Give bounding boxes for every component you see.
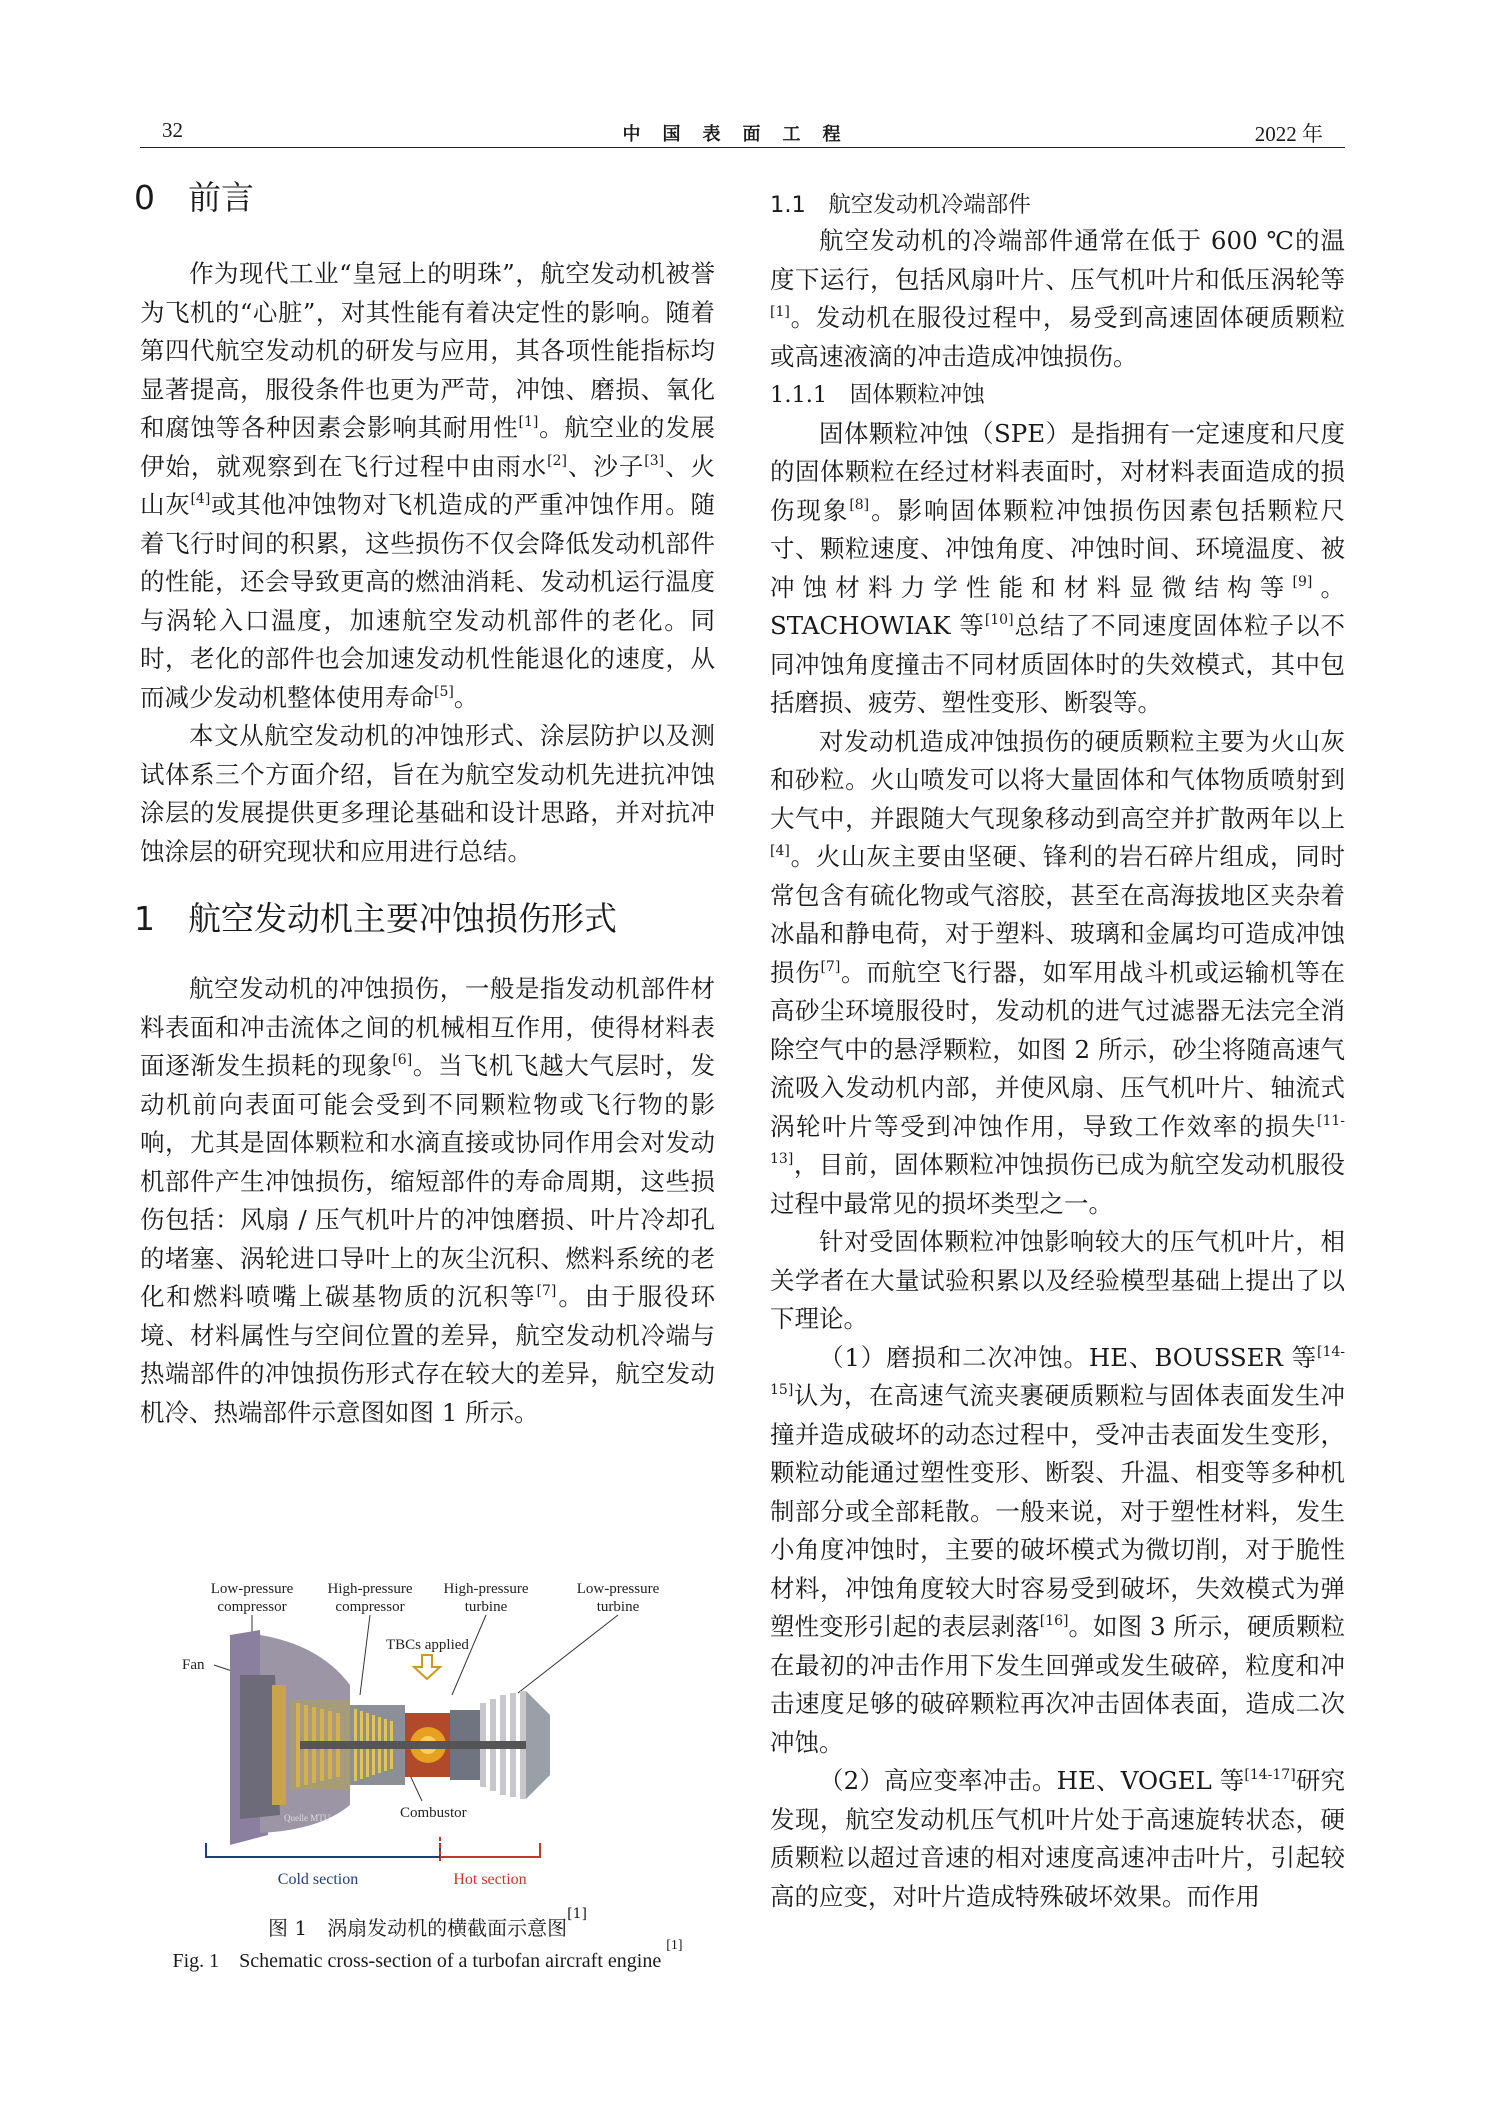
paragraph-theories-intro: 针对受固体颗粒冲蚀影响较大的压气机叶片，相关学者在大量试验积累以及经验模型基础上提出了以下理论。 bbox=[770, 1227, 1345, 1333]
paragraph-spe-definition bbox=[770, 415, 1345, 723]
text-run: 。发动机在服役过程中，易受到高速固体硬质颗粒或高速液滴的冲击造成冲蚀损伤。 bbox=[770, 303, 1345, 371]
label-hot-section: Hot section bbox=[453, 1871, 527, 1888]
text-run: 总结了不同速度固体粒子以不同冲蚀角度撞击不同材质固体时的失效模式，其中包括磨损、疲劳、塑性变形、断裂等。 bbox=[770, 611, 1345, 717]
journal-name: 中国表面工程 bbox=[622, 124, 863, 145]
citation-ref: [7] bbox=[820, 958, 841, 975]
text-run: 固体颗粒冲蚀（SPE）是指拥有一定速度和尺度的固体颗粒在经过材料表面时，对材料表面造成的损伤现象 bbox=[770, 418, 1345, 525]
section-0-heading: 0 前言 bbox=[134, 178, 254, 217]
label-lpt-2: turbine bbox=[596, 1599, 640, 1615]
text-run: 、火山灰 bbox=[140, 451, 716, 519]
citation-ref: [8] bbox=[849, 496, 870, 513]
text-run: 。当飞机飞越大气层时，发动机前向表面可能会受到不同颗粒物或飞行物的影响，尤其是固体颗粒和水滴直接或协同作用会对发动机部件产生冲蚀损伤，缩短部件的寿命周期，这些损伤包括：风扇 / 压气机叶片的冲蚀磨损、叶片冷却孔的堵塞、涡轮进口导叶上的灰尘沉积、燃料系统的老化和燃料喷嘴上碳基物质的沉积等 bbox=[140, 1051, 715, 1311]
label-lpc-1: Low-pressure bbox=[210, 1581, 294, 1597]
text-run: 。STACHOWIAK 等 bbox=[770, 572, 1345, 640]
left-column bbox=[134, 160, 716, 1432]
section-1-1-1-heading: 1.1.1 固体颗粒冲蚀 bbox=[770, 382, 985, 408]
citation-ref: [1] bbox=[770, 304, 790, 320]
text-run: ，目前，固体颗粒冲蚀损伤已成为航空发动机服役过程中最常见的损坏类型之一。 bbox=[770, 1150, 1345, 1218]
citation-ref: [10] bbox=[984, 612, 1014, 628]
text-run: （1）磨损和二次冲蚀。HE、BOUSSER 等 bbox=[819, 1342, 1317, 1372]
label-combustor: Combustor bbox=[400, 1805, 467, 1821]
label-cold-section: Cold section bbox=[277, 1871, 359, 1888]
citation-ref: [6] bbox=[392, 1052, 413, 1068]
caption-cn-ref: [1] bbox=[567, 1906, 587, 1922]
citation-ref: [1] bbox=[518, 414, 539, 430]
citation-ref: [14-15] bbox=[770, 1343, 1345, 1398]
text-run: 航空发动机的冲蚀损伤，一般是指发动机部件材料表面和冲击流体之间的机械相互作用，使得材料表面逐渐发生损耗的现象 bbox=[140, 974, 715, 1080]
text-run: 或其他冲蚀物对飞机造成的严重冲蚀作用。随着飞行时间的积累，这些损伤不仅会降低发动机部件的性能，还会导致更高的燃油消耗、发动机运行温度与涡轮入口温度，加速航空发动机部件的老化。同时，老化的部件也会加速发动机性能退化的速度，从而减少发动机整体使用寿命 bbox=[140, 490, 715, 712]
paragraph-intro-2: 本文从航空发动机的冲蚀形式、涂层防护以及测试体系三个方面介绍，旨在为航空发动机先进抗冲蚀涂层的发展提供更多理论基础和设计思路，并对抗冲蚀涂层的研究现状和应用进行总结。 bbox=[140, 721, 715, 866]
text-run: 作为现代工业“皇冠上的明珠”，航空发动机被誉为飞机的“心脏”，对其性能有着决定性的影响。随着第四代航空发动机的研发与应用，其各项性能指标均显著提高，服役条件也更为严苛，冲蚀、磨损、氧化和腐蚀等各种因素会影响其耐用性 bbox=[140, 259, 715, 442]
caption-en-ref: [1] bbox=[666, 1938, 683, 1953]
citation-ref: [7] bbox=[536, 1283, 557, 1299]
caption-cn-text: 图 1 涡扇发动机的横截面示意图 bbox=[268, 1916, 568, 1940]
page-header bbox=[140, 118, 1345, 148]
text-run: 。航空业的发展伊始，就观察到在飞行过程中由雨水 bbox=[140, 413, 715, 481]
header-rule bbox=[140, 147, 1345, 148]
text-run: 、沙子 bbox=[566, 451, 645, 481]
caption-en-text: Fig. 1 Schematic cross-section of a turbofan aircraft engine bbox=[172, 1950, 667, 1972]
text-run: 。而航空飞行器，如军用战斗机或运输机等在高砂尘环境服役时，发动机的进气过滤器无法完全消除空气中的悬浮颗粒，如图 2 所示，砂尘将随高速气流吸入发动机内部，并使风扇、压气机叶片、轴流式涡轮叶片等受到冲蚀作用，导致工作效率的损失 bbox=[770, 957, 1345, 1141]
text-run: 研究发现，航空发动机压气机叶片处于高速旋转状态，硬质颗粒以超过音速的相对速度高速冲击叶片，引起较高的应变，对叶片造成特殊破坏效果。而作用 bbox=[770, 1766, 1345, 1911]
citation-ref: [14-17] bbox=[1244, 1767, 1296, 1783]
label-hpt-2: turbine bbox=[464, 1599, 508, 1615]
figure-1-caption-cn bbox=[140, 1906, 715, 1941]
text-run: 认为，在高速气流夹裹硬质颗粒与固体表面发生冲撞并造成破坏的动态过程中，受冲击表面发生变形，颗粒动能通过塑性变形、断裂、升温、相变等多种机制部分或全部耗散。一般来说，对于塑性材料，发生小角度冲蚀时，主要的破坏模式为微切削，对于脆性材料，冲蚀角度较大时容易受到破坏，失效模式为弹塑性变形引起的表层剥落 bbox=[770, 1381, 1345, 1641]
label-tbc: TBCs applied bbox=[386, 1637, 469, 1653]
paragraph-volcanic-ash bbox=[770, 723, 1345, 1224]
citation-ref: [11-13] bbox=[770, 1112, 1345, 1167]
text-run: 。如图 3 所示，硬质颗粒在最初的冲击作用下发生回弹或发生破碎，粒度和冲击速度足够的破碎颗粒再次冲击固体表面，造成二次冲蚀。 bbox=[770, 1612, 1345, 1757]
turbofan-cross-section-diagram bbox=[182, 1575, 680, 1905]
engine-illustration bbox=[230, 1630, 550, 1845]
citation-ref: [4] bbox=[770, 843, 790, 859]
citation-ref: [5] bbox=[434, 683, 454, 700]
figure-1 bbox=[182, 1575, 680, 1905]
text-run: 航空发动机的冷端部件通常在低于 600 ℃的温度下运行，包括风扇叶片、压气机叶片和低压涡轮等 bbox=[770, 226, 1345, 294]
label-fan: Fan bbox=[182, 1657, 205, 1673]
label-hpt-1: High-pressure bbox=[443, 1581, 529, 1597]
label-hpc-1: High-pressure bbox=[327, 1581, 413, 1597]
label-hpc-2: compressor bbox=[335, 1599, 405, 1615]
page-number: 32 bbox=[162, 118, 183, 142]
watermark: Quelle MTU bbox=[284, 1813, 331, 1823]
text-run: 。由于服役环境、材料属性与空间位置的差异，航空发动机冷端与热端部件的冲蚀损伤形式存在较大的差异，航空发动机冷、热端部件示意图如图 1 所示。 bbox=[140, 1282, 716, 1427]
paragraph-intro-1 bbox=[140, 255, 715, 717]
text-run: 。火山灰主要由坚硬、锋利的岩石碎片组成，同时常包含有硫化物或气溶胶，甚至在高海拔地区夹杂着冰晶和静电荷，对于塑料、玻璃和金属均可造成冲蚀损伤 bbox=[770, 842, 1345, 987]
figure-1-caption-en bbox=[140, 1938, 715, 1973]
section-1-heading: 1 航空发动机主要冲蚀损伤形式 bbox=[134, 899, 617, 938]
label-lpt-1: Low-pressure bbox=[576, 1581, 660, 1597]
citation-ref: [2] bbox=[547, 452, 567, 469]
paragraph-section-1 bbox=[140, 970, 715, 1432]
paragraph-theory-1 bbox=[770, 1339, 1345, 1763]
right-column bbox=[770, 190, 1345, 1916]
text-run: 对发动机造成冲蚀损伤的硬质颗粒主要为火山灰和砂粒。火山喷发可以将大量固体和气体物质喷射到大气中，并跟随大气现象移动到高空并扩散两年以上 bbox=[770, 726, 1345, 833]
journal-year: 2022 年 bbox=[1254, 122, 1323, 146]
text-run: 。影响固体颗粒冲蚀损伤因素包括颗粒尺寸、颗粒速度、冲蚀角度、冲蚀时间、环境温度、被冲蚀材料力学性能和材料显微结构等 bbox=[770, 495, 1346, 602]
citation-ref: [4] bbox=[190, 491, 211, 507]
paragraph-theory-2 bbox=[770, 1762, 1345, 1916]
label-lpc-2: compressor bbox=[217, 1599, 287, 1615]
citation-ref: [3] bbox=[644, 452, 665, 469]
citation-ref: [9] bbox=[1292, 573, 1313, 590]
section-brackets bbox=[206, 1837, 540, 1861]
section-1-1-heading: 1.1 航空发动机冷端部件 bbox=[770, 192, 1031, 218]
text-run: 。 bbox=[453, 682, 479, 712]
paragraph-cold-parts bbox=[770, 222, 1345, 376]
text-run: （2）高应变率冲击。HE、VOGEL 等 bbox=[819, 1766, 1245, 1795]
citation-ref: [16] bbox=[1039, 1613, 1069, 1629]
